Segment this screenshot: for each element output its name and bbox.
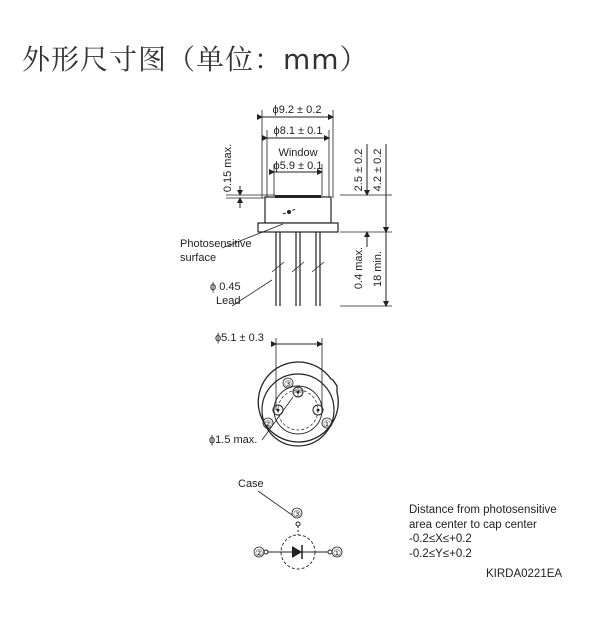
pin-1-label: ① <box>322 419 332 429</box>
bottom-view <box>258 338 338 446</box>
side-view <box>222 110 392 306</box>
lead-diameter: ϕ 0.45 <box>210 281 241 293</box>
lead-label: Lead <box>216 295 241 307</box>
window-label: Window <box>278 147 318 159</box>
drawing-code: KIRDA0221EA <box>486 568 563 580</box>
schematic-pin-3: ③ <box>292 509 302 519</box>
dim-top-thickness: 0.15 max. <box>222 143 234 193</box>
schematic-pin-2: ② <box>254 548 264 558</box>
pin-2-label: ② <box>263 419 273 429</box>
dim-window-max: ϕ1.5 max. <box>209 434 258 446</box>
note-line: -0.2≤X≤+0.2 <box>409 533 472 545</box>
photosensitive-label: Photosensitive <box>180 238 252 250</box>
dim-flange-height: 0.4 max. <box>353 246 365 290</box>
dim-total-height: 4.2 ± 0.2 <box>372 148 384 192</box>
page-title: 外形尺寸图（单位：mm） <box>22 43 369 76</box>
note-line: -0.2≤Y≤+0.2 <box>409 547 472 560</box>
schematic-pin-1: ① <box>332 548 342 558</box>
note-line: Distance from photosensitive <box>409 504 557 516</box>
dim-lead-length: 18 min. <box>372 250 384 288</box>
note-line: area center to cap center <box>409 518 537 531</box>
dim-cap-diameter: ϕ8.1 ± 0.1 <box>273 125 323 137</box>
pin-3-label: ③ <box>283 379 293 389</box>
dim-cap-height: 2.5 ± 0.2 <box>353 148 365 192</box>
dim-outer-diameter: ϕ9.2 ± 0.2 <box>272 104 322 116</box>
tolerance-note <box>409 503 557 561</box>
schematic <box>254 491 342 569</box>
dim-window-diameter: ϕ5.9 ± 0.1 <box>273 160 323 172</box>
schematic-labels <box>238 478 341 558</box>
case-label: Case <box>238 478 264 490</box>
dim-pin-circle: ϕ5.1 ± 0.3 <box>215 332 264 344</box>
surface-label: surface <box>180 252 217 264</box>
